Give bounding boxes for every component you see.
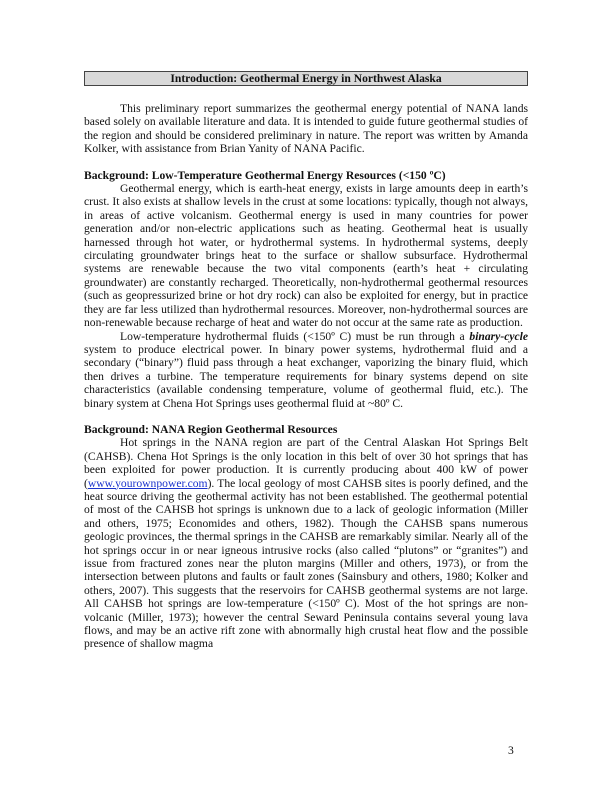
heading-low-temperature: Background: Low-Temperature Geothermal Energy Resources (<150 ºC) <box>84 168 446 182</box>
emphasis-binary-cycle: binary-cycle <box>469 329 528 343</box>
text-run: Hot springs in the NANA region are part of the Central Alaskan Hot Springs Belt (CAHSB). Chena Hot Springs is the only location in this belt of over 30 hot springs that has been exploited for power production. It is currently producing about 400 kW of power ( <box>84 436 528 490</box>
yourownpower-link[interactable]: www.yourownpower.com <box>87 476 208 490</box>
paragraph-nana-hot-springs <box>84 436 528 651</box>
text-run: system to produce electrical power. In binary power systems, hydrothermal fluid and a secondary (“binary”) fluid pass through a heat exchanger, vaporizing the binary fluid, which then drives a turbine. The temperature requirements for binary systems depend on site characteristics (available condensing temperature, volume of geothermal fluid, etc.). The binary system at Chena Hot Springs uses geothermal fluid at ~80º C. <box>84 342 528 410</box>
spacer <box>84 410 528 423</box>
text-run: Low-temperature hydrothermal fluids (<150º C) must be run through a <box>120 329 470 343</box>
spacer <box>84 156 528 169</box>
intro-paragraph: This preliminary report summarizes the geothermal energy potential of NANA lands based solely on available literature and data. It is intended to guide future geothermal studies of the region and should be considered preliminary in nature. The report was written by Amanda Kolker, with assistance from Brian Yanity of NANA Pacific. <box>84 102 528 156</box>
heading-nana-region: Background: NANA Region Geothermal Resources <box>84 422 338 436</box>
paragraph-binary-cycle <box>84 330 528 410</box>
paragraph-geothermal-energy: Geothermal energy, which is earth-heat energy, exists in large amounts deep in earth’s crust. It also exists at shallow levels in the crust at some locations: typically, though not always, in areas of active volcanism. Geothermal energy is used in many countries for power generation and/or non-electric applications such as heating. Geothermal heat is usually harnessed through hot water, or hydrothermal systems. In hydrothermal systems, deeply circulating groundwater brings heat to the surface or shallow subsurface. Hydrothermal systems are renewable because the two vital components (earth’s heat + circulating groundwater) are constantly recharged. Theoretically, non-hydrothermal geothermal resources (such as geopressurized brine or hot dry rock) can also be exploited for energy, but in practice they are far less utilized than hydrothermal resources. Moreover, non-hydrothermal sources are non-renewable because recharge of heat and water do not occur at the same rate as production. <box>84 182 528 330</box>
page-number: 3 <box>508 744 514 757</box>
text-run: ). The local geology of most CAHSB sites is poorly defined, and the heat source driving the geothermal activity has not been established. The geothermal potential of most of the CAHSB hot springs is unknown due to a lack of geologic information (Miller and others, 1975; Economides and others, 1982). Though the CAHSB spans numerous geologic provinces, the thermal springs in the CAHSB are remarkably similar. Nearly all of the hot springs occur in or near igneous intrusive rocks (also called “plutons” or “granites”) and issue from fractured zones near the pluton margins (Miller and others, 1973), or from the intersection between plutons and faults or fault zones (Sainsbury and others, 1980; Kolker and others, 2007). This suggests that the reservoirs for CAHSB geothermal systems are not large. All CAHSB hot springs are low-temperature (<150º C). Most of the hot springs are non-volcanic (Miller, 1973); however the central Seward Peninsula contains several young lava flows, and may be an active rift zone with abnormally high crustal heat flow and the possible presence of shallow magma <box>84 476 528 651</box>
document-body <box>84 102 528 651</box>
section-title-bar: Introduction: Geothermal Energy in Northwest Alaska <box>84 71 528 86</box>
